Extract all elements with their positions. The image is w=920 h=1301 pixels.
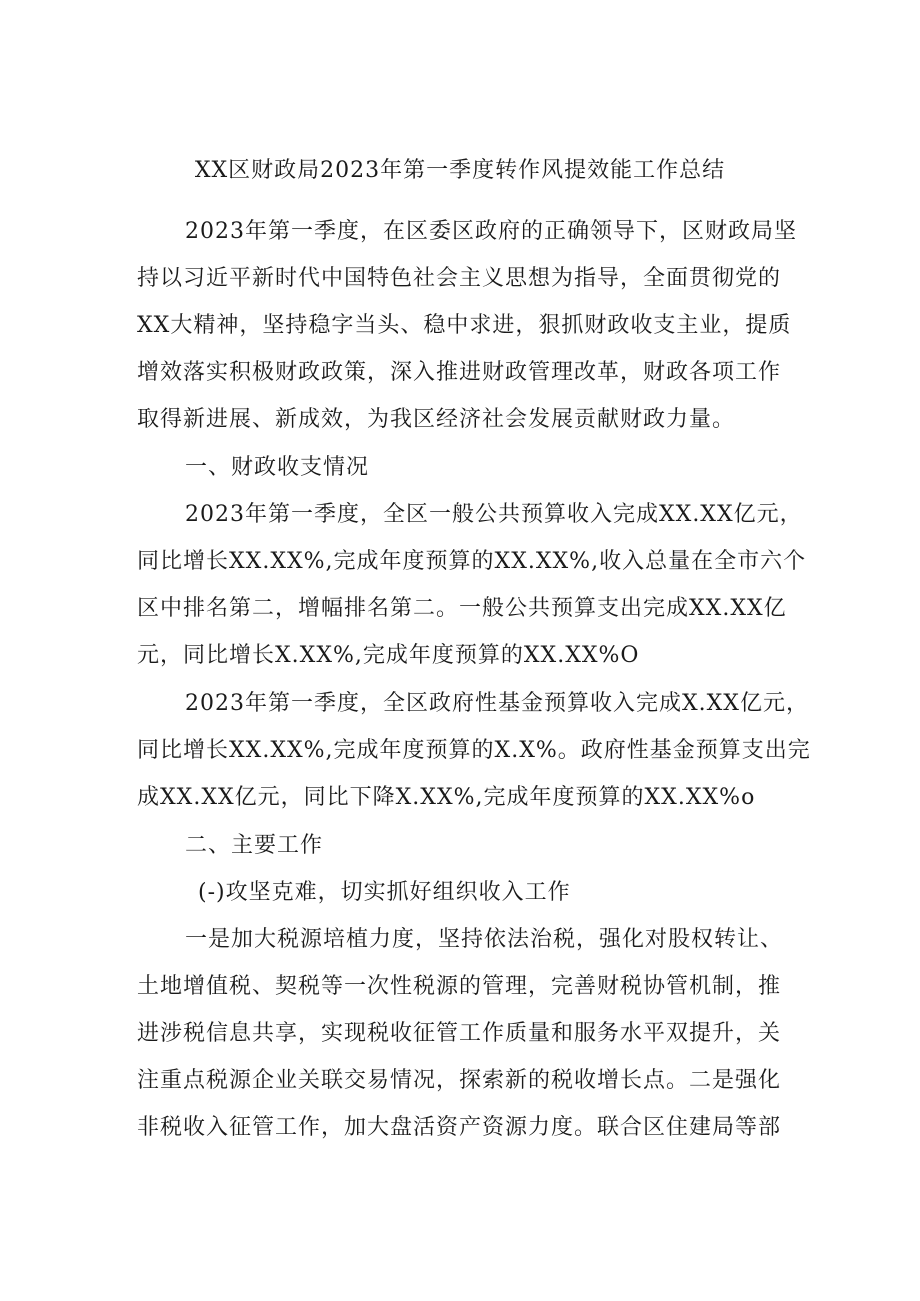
paragraph-line: 进涉税信息共享，实现税收征管工作质量和服务水平双提升，关 [137, 1021, 782, 1046]
paragraph-line: 2023年第一季度，全区一般公共预算收入完成XX.XX亿元， [185, 502, 803, 527]
paragraph-line: 元，同比增长X.XX%,完成年度预算的XX.XX%O [137, 643, 640, 668]
paragraph-line: 2023年第一季度，全区政府性基金预算收入完成X.XX亿元， [185, 691, 809, 716]
paragraph-line: 持以习近平新时代中国特色社会主义思想为指导，全面贯彻党的 [137, 266, 782, 291]
paragraph-line: 区中排名第二，增幅排名第二。一般公共预算支出完成XX.XX亿 [137, 596, 787, 621]
paragraph-line: 注重点税源企业关联交易情况，探索新的税收增长点。二是强化 [137, 1068, 782, 1093]
paragraph-line: 2023年第一季度，在区委区政府的正确领导下，区财政局坚 [185, 219, 797, 244]
paragraph-line: 取得新进展、新成效，为我区经济社会发展贡献财政力量。 [137, 407, 736, 432]
section-heading: 二、主要工作 [185, 833, 324, 858]
document-title: XX区财政局2023年第一季度转作风提效能工作总结 [194, 158, 726, 183]
subsection-heading: (-)攻坚克难，切实抓好组织收入工作 [198, 880, 571, 905]
section-heading: 一、财政收支情况 [185, 455, 370, 480]
paragraph-line: 一是加大税源培植力度，坚持依法治税，强化对股权转让、 [185, 927, 784, 952]
paragraph-line: 土地增值税、契税等一次性税源的管理，完善财税协管机制，推 [137, 974, 782, 999]
paragraph-line: 同比增长XX.XX%,完成年度预算的X.X%。政府性基金预算支出完 [137, 738, 811, 763]
paragraph-line: 非税收入征管工作，加大盘活资产资源力度。联合区住建局等部 [137, 1115, 782, 1140]
paragraph-line: 同比增长XX.XX%,完成年度预算的XX.XX%,收入总量在全市六个 [137, 549, 807, 574]
paragraph-line: XX大精神，坚持稳字当头、稳中求进，狠抓财政收支主业，提质 [137, 313, 792, 338]
paragraph-line: 成XX.XX亿元，同比下降X.XX%,完成年度预算的XX.XX%o [137, 785, 756, 810]
paragraph-line: 增效落实积极财政政策，深入推进财政管理改革，财政各项工作 [137, 360, 782, 385]
